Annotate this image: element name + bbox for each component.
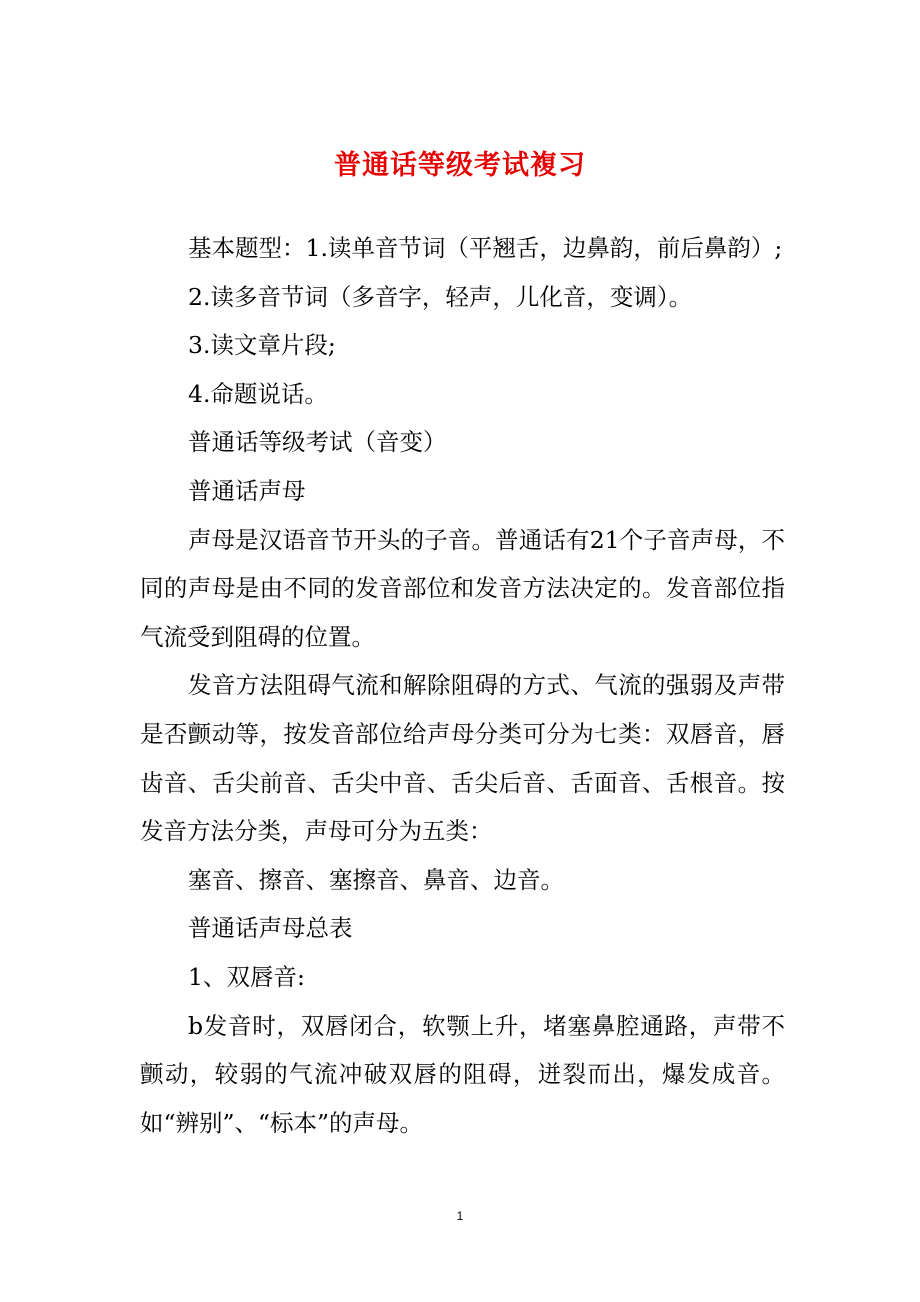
section-heading-initials-table: 普通话声母总表 (188, 914, 353, 943)
document-title: 普通话等级考试複习 (334, 150, 586, 181)
subheading-bilabial: 1、双唇音: (188, 962, 305, 991)
paragraph-b-description: b发音时，双唇闭合，软颚上升，堵塞鼻腔通路，声带不颤动，较弱的气流冲破双唇的阻碍，迸裂而出，爆发成音。如“辨别”、“标本”的声母。 (140, 1011, 785, 1137)
paragraph-articulation-method: 发音方法阻碍气流和解除阻碍的方式、气流的强弱及声带是否颤动等，按发音部位给声母分类可分为七类：双唇音，唇齿音、舌尖前音、舌尖中音、舌尖后音、舌面音、舌根音。按发音方法分类，声母可分为五类： (140, 671, 785, 846)
document-body (140, 224, 785, 1147)
paragraph-question-types: 基本题型：1.读单音节词（平翘舌，边鼻韵，前后鼻韵）; (188, 234, 783, 262)
page-number: 1 (456, 1209, 464, 1223)
paragraph-item-2: 2.读多音节词（多音字，轻声，儿化音，变调）。 (188, 282, 693, 311)
paragraph-initials-definition: 声母是汉语音节开头的子音。普通话有21个子音声母，不同的声母是由不同的发音部位和发音方法决定的。发音部位指气流受到阻碍的位置。 (140, 525, 785, 651)
paragraph-five-types: 塞音、擦音、塞擦音、鼻音、边音。 (188, 865, 564, 894)
section-heading-sound-change: 普通话等级考试（音变） (188, 428, 447, 457)
section-heading-initials: 普通话声母 (188, 476, 306, 505)
paragraph-item-3: 3.读文章片段; (188, 331, 336, 360)
paragraph-item-4: 4.命题说话。 (188, 379, 328, 408)
